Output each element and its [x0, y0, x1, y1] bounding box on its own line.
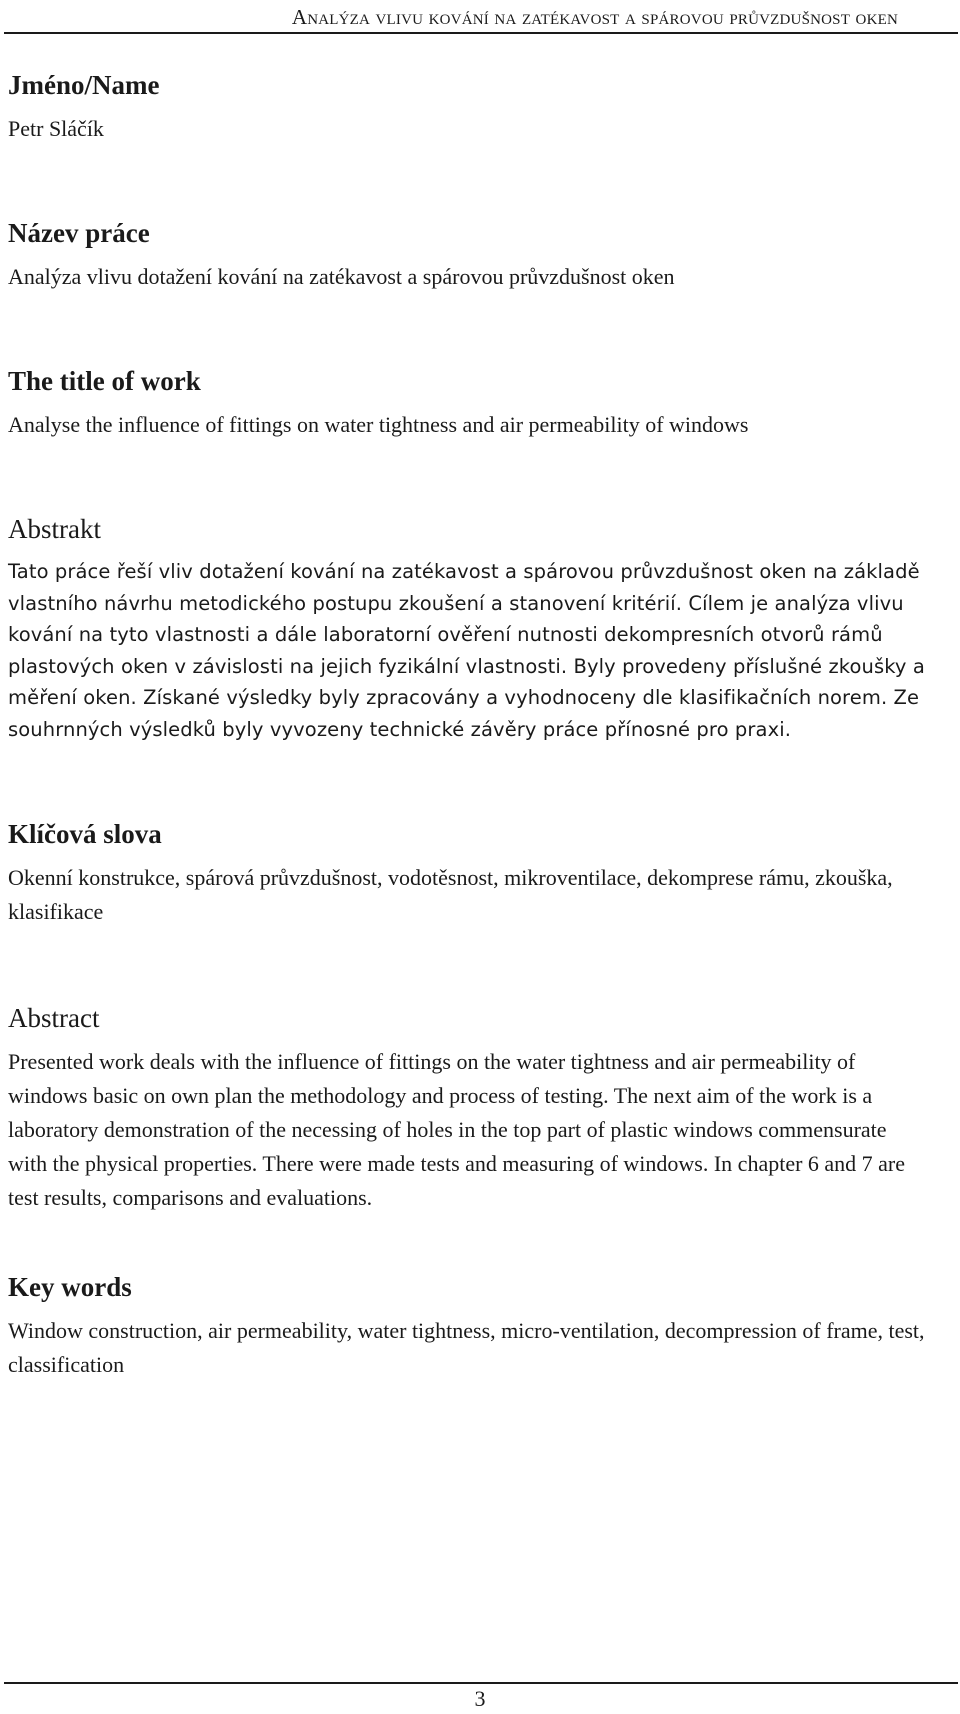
- abstrakt-text: Tato práce řeší vliv dotažení kování na zatékavost a spárovou průvzdušnost oken na základě vlastního návrhu metodického postupu zkoušení a stanovení kritérií. Cílem je analýza vlivu kování na tyto vlastnosti a dále laboratorní ověření nutnosti dekompresních otvorů rámů plastových oken v závislosti na jejich fyzikální vlastnosti. Byly provedeny příslušné zkoušky a měření oken. Získané výsledky byly zpracovány a vyhodnoceny dle klasifikačních norem. Ze souhrnných výsledků byly vyvozeny technické závěry práce přínosné pro praxi.: [8, 560, 925, 741]
- spacer: [8, 929, 928, 1001]
- section-heading-key-words: Key words: [8, 1272, 132, 1302]
- page-content: [8, 68, 928, 1382]
- key-words-text: Window construction, air permeability, water tightness, micro-ventilation, decompression of frame, test, classification: [8, 1318, 925, 1377]
- spacer: [8, 745, 928, 817]
- section-heading-abstrakt: Abstrakt: [8, 514, 101, 544]
- section-heading-klicova-slova: Klíčová slova: [8, 819, 162, 849]
- section-klicova-slova: [8, 817, 928, 929]
- abstract-text: Presented work deals with the influence of fittings on the water tightness and air permeability of windows basic on own plan the methodology and process of testing. The next aim of the work is a laboratory demonstration of the necessing of holes in the top part of plastic windows commensurate with the physical properties. There were made tests and measuring of windows. In chapter 6 and 7 are test results, comparisons and evaluations.: [8, 1049, 906, 1210]
- klicova-slova-text: Okenní konstrukce, spárová průvzdušnost, vodotěsnost, mikroventilace, dekomprese rámu, zkouška, klasifikace: [8, 865, 893, 924]
- header-rule: [4, 32, 958, 34]
- section-abstract: [8, 1001, 928, 1215]
- page-number: 3: [474, 1686, 486, 1711]
- running-header: Analýza vlivu kování na zatékavost a spárovou průvzdušnost oken: [291, 5, 898, 29]
- section-key-words: [8, 1270, 928, 1382]
- section-abstrakt: [8, 512, 928, 745]
- footer-rule: [4, 1682, 958, 1684]
- section-heading-name: Jméno/Name: [8, 70, 160, 100]
- spacer: [8, 146, 928, 216]
- section-heading-title-cz: Název práce: [8, 218, 150, 248]
- section-title-cz: [8, 216, 928, 294]
- spacer: [8, 294, 928, 364]
- spacer: [8, 1215, 928, 1270]
- section-title-en: [8, 364, 928, 442]
- spacer: [8, 442, 928, 512]
- section-heading-title-en: The title of work: [8, 366, 201, 396]
- section-name: [8, 68, 928, 146]
- title-cz-text: Analýza vlivu dotažení kování na zatékavost a spárovou průvzdušnost oken: [8, 264, 675, 289]
- author-name: Petr Sláčík: [8, 116, 104, 141]
- title-en-text: Analyse the influence of fittings on water tightness and air permeability of windows: [8, 412, 749, 437]
- section-heading-abstract: Abstract: [8, 1003, 100, 1033]
